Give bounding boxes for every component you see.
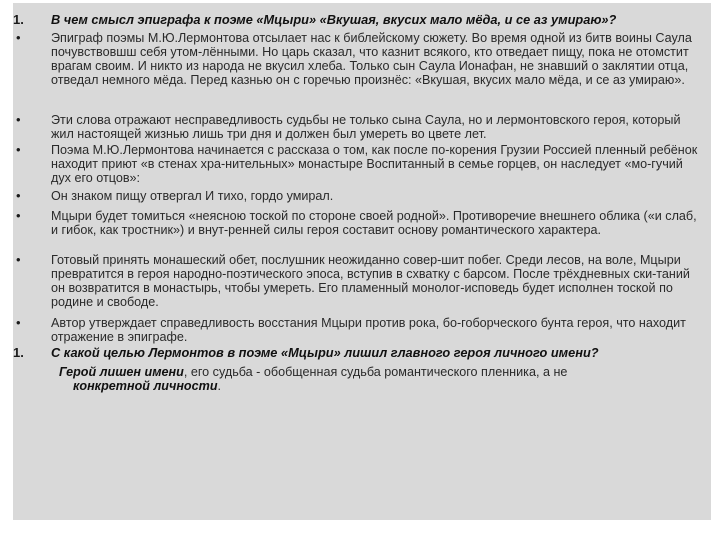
text-panel [13,3,711,520]
list-item-text: Поэма М.Ю.Лермонтова начинается с рассказа о том, как после по-корения Грузии Россией пленный ребёнок находит приют «в стенах хра-нительных» монастыре Воспитанный в семье горцев, он наследует «мо-гучий дух его отцов»: [51,143,698,185]
list-item-text: Автор утверждает справедливость восстания Мцыри против рока, бо-гоборческого бунта героя, что находит отражение в эпиграфе. [51,316,686,344]
list-item-text: Мцыри будет томиться «неясною тоской по стороне своей родной». Противоречие внешнего облика («и слаб, и гибок, как тростник») и внут-ренней силы героя составит основу романтического характера. [51,209,697,237]
list-item-text: Готовый принять монашеский обет, послушник неожиданно совер-шит побег. Среди лесов, на воле, Мцыри превратится в героя народно-поэтического эпоса, вступив в схватку с барсом. После трёхдневных ски-таний он возвратится в монастырь, чтобы умереть. Его пламенный монолог-исповедь будет исполнен тоской по родине и свободе. [51,253,690,309]
bullet-icon: • [16,30,21,45]
question-number: 1. [13,345,24,360]
question-text: В чем смысл эпиграфа к поэме «Мцыри» «Вкушая, вкусих мало мёда, и се аз умираю»? [51,12,617,27]
bullet-icon: • [16,188,21,203]
answer-text [59,365,659,393]
answer-rest-1: , его судьба - обобщенная судьба романтического пленника, а не [183,365,568,379]
list-item-text: Эпиграф поэмы М.Ю.Лермонтова отсылает нас к библейскому сюжету. Во время одной из битв воины Саула почувствовшш себя утом-лёнными. Но царь сказал, что казнит всякого, кто отведает пищу, пока не отомстит врагам своим. И никто из народа не вкусил хлеба. Только сын Саула Ионафан, не знавший о заклятии отца, отведал немного мёда. Перед казнью он с горечью произнёс: «Вкушая, вкусих мало мёда, и се аз умираю». [51,31,692,87]
answer-line-2 [59,379,659,393]
answer-bold-2: конкретной личности [73,379,218,393]
bullet-icon: • [16,142,21,157]
bullet-icon: • [16,315,21,330]
answer-rest-2: . [217,379,222,393]
question-text: С какой целью Лермонтов в поэме «Мцыри» лишил главного героя личного имени? [51,345,599,360]
bullet-icon: • [16,208,21,223]
answer-bold-1: Герой лишен имени [59,365,184,379]
bullet-icon: • [16,252,21,267]
list-item-text: Он знаком пищу отвергал И тихо, гордо умирал. [51,189,334,203]
bullet-icon: • [16,112,21,127]
list-item-text: Эти слова отражают несправедливость судьбы не только сына Саула, но и лермонтовского героя, который жил настоящей жизнью лишь три дня и должен был умереть во цвете лет. [51,113,681,141]
question-number: 1. [13,12,24,27]
